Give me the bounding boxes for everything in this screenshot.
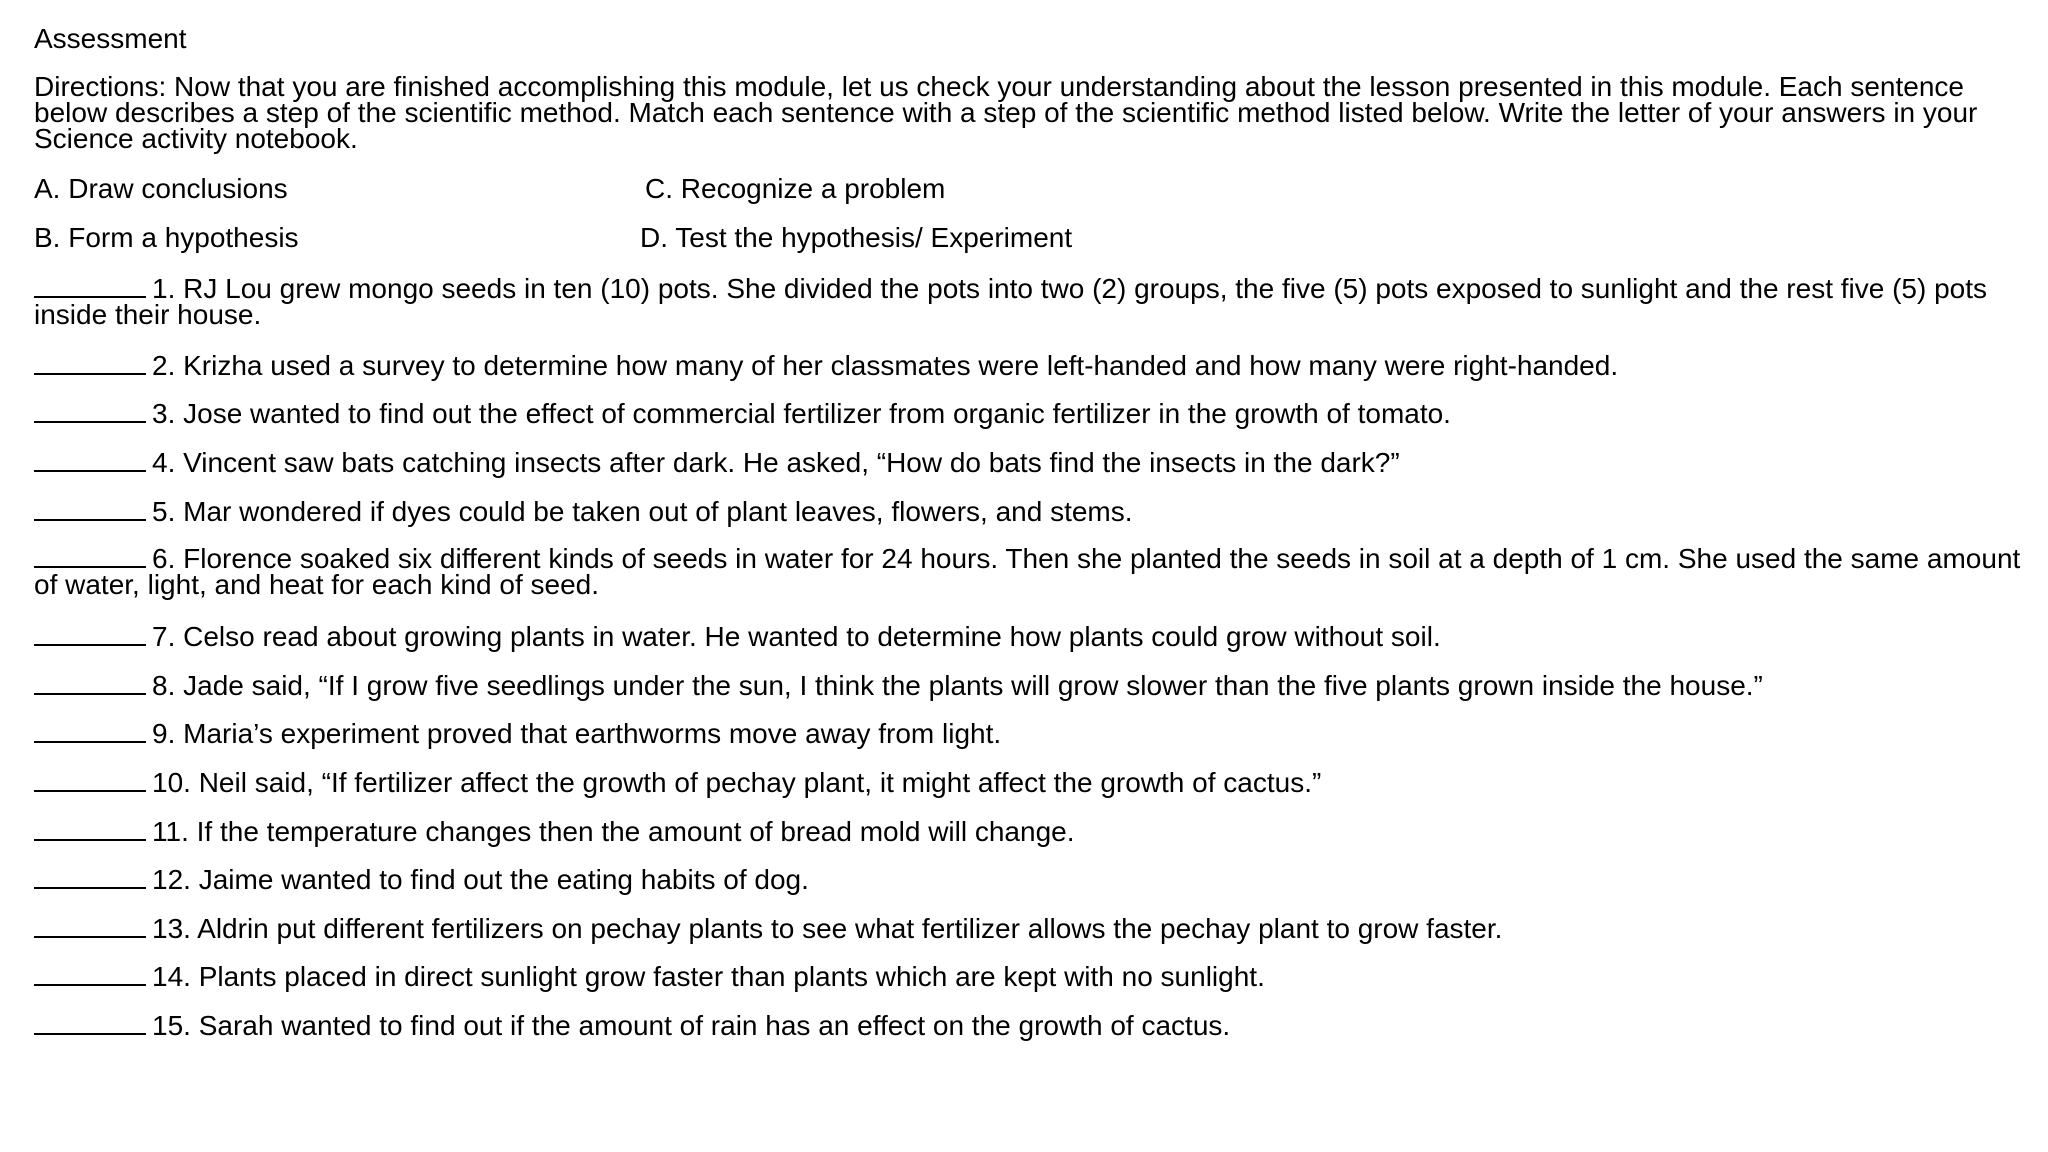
question-item: [34, 719, 2024, 747]
question-item: [34, 768, 2024, 796]
question-item: [34, 497, 2024, 525]
choice-d: D. Test the hypothesis/ Experiment: [640, 222, 1073, 253]
question-item: [34, 274, 2024, 328]
answer-blank[interactable]: [34, 274, 146, 298]
answer-blank[interactable]: [34, 962, 146, 986]
answer-blank[interactable]: [34, 719, 146, 743]
answer-blank[interactable]: [34, 497, 146, 521]
answer-blank[interactable]: [34, 448, 146, 472]
choice-b: B. Form a hypothesis: [34, 222, 299, 253]
question-text: 7. Celso read about growing plants in water. He wanted to determine how plants could grow without soil.: [152, 621, 1441, 652]
question-text: 1. RJ Lou grew mongo seeds in ten (10) pots. She divided the pots into two (2) groups, the five (5) pots exposed to sunlight and the rest five (5) pots inside their house.: [34, 273, 1988, 330]
choice-c: C. Recognize a problem: [645, 173, 946, 204]
answer-blank[interactable]: [34, 914, 146, 938]
answer-blank[interactable]: [34, 351, 146, 375]
question-text: 11. If the temperature changes then the amount of bread mold will change.: [152, 816, 1075, 847]
question-item: [34, 544, 2024, 598]
question-text: 6. Florence soaked six different kinds of seeds in water for 24 hours. Then she planted the seeds in soil at a depth of 1 cm. She used the same amount of water, light, and heat for each kind of seed.: [34, 543, 2021, 600]
question-text: 9. Maria’s experiment proved that earthworms move away from light.: [152, 718, 1002, 749]
question-item: [34, 817, 2024, 845]
question-text: 3. Jose wanted to find out the effect of commercial fertilizer from organic fertilizer in the growth of tomato.: [152, 398, 1451, 429]
answer-blank[interactable]: [34, 768, 146, 792]
question-text: 15. Sarah wanted to find out if the amount of rain has an effect on the growth of cactus.: [152, 1010, 1231, 1041]
question-text: 4. Vincent saw bats catching insects after dark. He asked, “How do bats find the insects in the dark?”: [152, 447, 1400, 478]
question-item: [34, 399, 2024, 427]
answer-blank[interactable]: [34, 622, 146, 646]
directions-text: Directions: Now that you are finished accomplishing this module, let us check your understanding about the lesson presented in this module. Each sentence below describes a step of the scientific method. Match each sentence with a step of the scientific method listed below. Write the letter of your answers in your Science activity notebook.: [34, 71, 1978, 154]
question-item: [34, 448, 2024, 476]
question-text: 13. Aldrin put different fertilizers on pechay plants to see what fertilizer allows the pechay plant to grow faster.: [152, 913, 1503, 944]
answer-blank[interactable]: [34, 671, 146, 695]
question-text: 8. Jade said, “If I grow five seedlings under the sun, I think the plants will grow slower than the five plants grown inside the house.”: [152, 670, 1763, 701]
answer-blank[interactable]: [34, 399, 146, 423]
question-text: 2. Krizha used a survey to determine how many of her classmates were left-handed and how many were right-handed.: [152, 350, 1619, 381]
question-item: [34, 962, 2024, 990]
answer-blank[interactable]: [34, 817, 146, 841]
question-text: 10. Neil said, “If fertilizer affect the growth of pechay plant, it might affect the growth of cactus.”: [152, 767, 1322, 798]
question-item: [34, 865, 2024, 893]
question-text: 5. Mar wondered if dyes could be taken out of plant leaves, flowers, and stems.: [152, 496, 1133, 527]
question-item: [34, 1011, 2024, 1039]
choice-a: A. Draw conclusions: [34, 173, 288, 204]
question-text: 14. Plants placed in direct sunlight grow faster than plants which are kept with no sunlight.: [152, 961, 1265, 992]
question-item: [34, 914, 2024, 942]
question-item: [34, 671, 2024, 699]
answer-blank[interactable]: [34, 1011, 146, 1035]
answer-blank[interactable]: [34, 865, 146, 889]
question-text: 12. Jaime wanted to find out the eating habits of dog.: [152, 864, 809, 895]
question-item: [34, 351, 2024, 379]
answer-blank[interactable]: [34, 544, 146, 568]
question-item: [34, 622, 2024, 650]
page-title: Assessment: [34, 23, 187, 54]
